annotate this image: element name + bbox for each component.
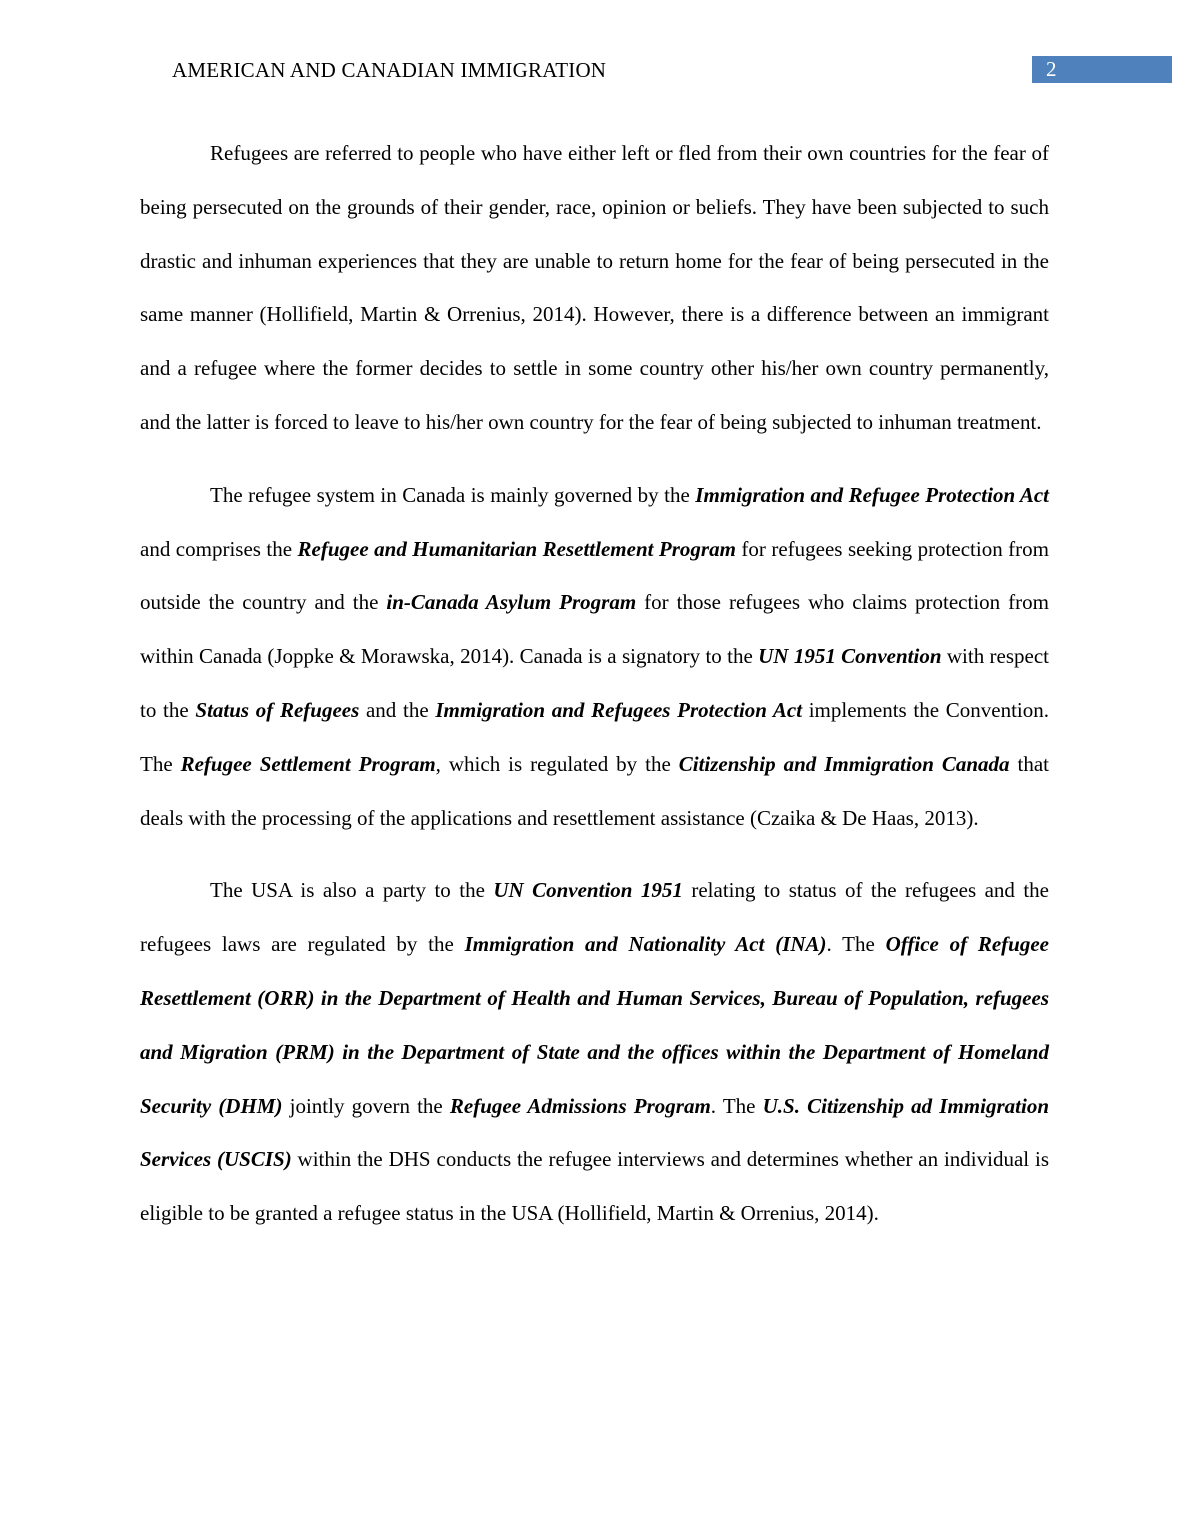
document-body bbox=[140, 127, 1049, 1260]
text-run: . The bbox=[826, 932, 886, 957]
text-run: with respect to the bbox=[140, 644, 1049, 722]
text-run: and the bbox=[359, 697, 436, 722]
emphasis-text: Status of Refugees bbox=[195, 697, 360, 722]
text-run: within the DHS conducts the refugee interviews and determines whether an individual is eligible to be granted a refugee status in the USA (Hollifield, Martin & Orrenius, 2014). bbox=[140, 1147, 1049, 1226]
emphasis-text: U.S. Citizenship ad Immigration Services (USCIS) bbox=[140, 1093, 1049, 1172]
text-run: implements the Convention. The bbox=[140, 697, 1049, 776]
text-run: relating to status of the refugees and the refugees laws are regulated by the bbox=[140, 878, 1049, 957]
emphasis-text: UN 1951 Convention bbox=[758, 644, 942, 669]
running-head: AMERICAN AND CANADIAN IMMIGRATION bbox=[172, 58, 607, 82]
emphasis-text: Office of Refugee Resettlement (ORR) in the Department of Health and Human Services, Bureau of Population, refugees and Migration (PRM) in the Department of State and the offices within the Department of Homeland Security (DHM) bbox=[140, 932, 1049, 1118]
text-run: for those refugees who claims protection from within Canada (Joppke & Morawska, 2014). Canada is a signatory to the bbox=[140, 590, 1049, 669]
paragraph-usa-refugee-system bbox=[140, 864, 1049, 1241]
emphasis-text: Refugee Admissions Program bbox=[449, 1093, 711, 1118]
emphasis-text: Refugee Settlement Program bbox=[180, 751, 436, 776]
emphasis-text: Immigration and Refugees Protection Act bbox=[435, 697, 803, 722]
emphasis-text: Citizenship and Immigration Canada bbox=[678, 751, 1010, 776]
paragraph-refugee-definition bbox=[140, 127, 1049, 450]
text-run: . The bbox=[710, 1093, 763, 1118]
emphasis-text: in-Canada Asylum Program bbox=[386, 590, 637, 615]
text-run: The USA is also a party to the bbox=[210, 878, 494, 903]
page-header bbox=[0, 56, 1190, 86]
page-number: 2 bbox=[1032, 56, 1172, 83]
paragraph-canada-refugee-system bbox=[140, 469, 1049, 846]
text-run: , which is regulated by the bbox=[435, 751, 679, 776]
text-run: that deals with the processing of the applications and resettlement assistance (Czaika & De Haas, 2013). bbox=[140, 751, 1049, 830]
text-run: The refugee system in Canada is mainly governed by the bbox=[210, 482, 696, 507]
emphasis-text: UN Convention 1951 bbox=[493, 878, 683, 903]
emphasis-text: Refugee and Humanitarian Resettlement Program bbox=[297, 536, 736, 561]
text-run: Refugees are referred to people who have either left or fled from their own countries for the fear of being persecuted on the grounds of their gender, race, opinion or beliefs. They have been subjected to such drastic and inhuman experiences that they are unable to return home for the fear of being persecuted in the same manner (Hollifield, Martin & Orrenius, 2014). However, there is a difference between an immigrant and a refugee where the former decides to settle in some country other his/her own country permanently, and the latter is forced to leave to his/her own country for the fear of being subjected to inhuman treatment. bbox=[140, 141, 1049, 434]
text-run: jointly govern the bbox=[282, 1093, 450, 1118]
text-run: and comprises the bbox=[140, 536, 298, 561]
emphasis-text: Immigration and Nationality Act (INA) bbox=[464, 932, 827, 957]
text-run: for refugees seeking protection from outside the country and the bbox=[140, 536, 1049, 615]
emphasis-text: Immigration and Refugee Protection Act bbox=[695, 482, 1049, 507]
